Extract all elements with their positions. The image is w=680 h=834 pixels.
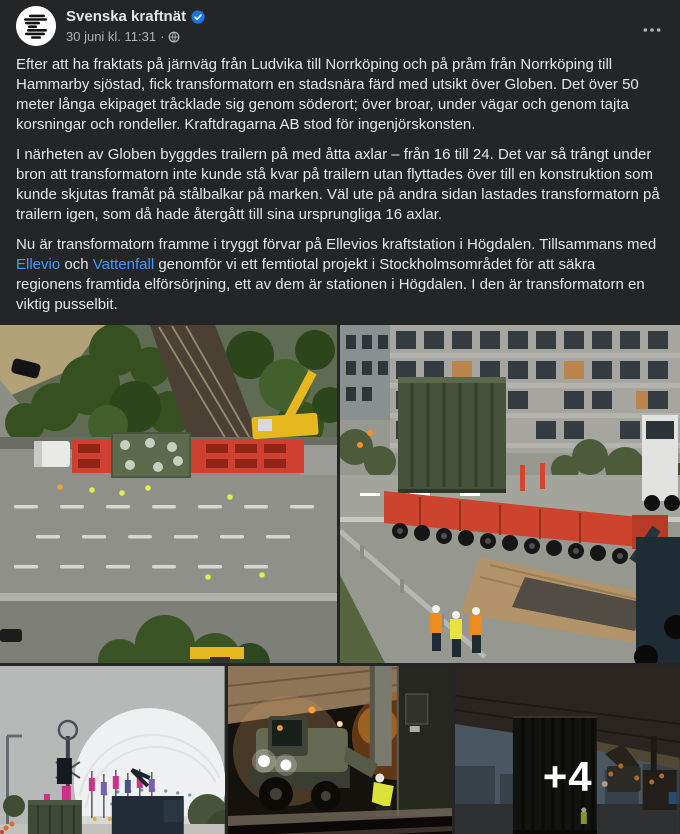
post-photo-2-trailer-street[interactable] xyxy=(340,325,680,663)
paragraph-3-text: Nu är transformatorn framme i tryggt förvar på Ellevios kraftstation i Högdalen. Tillsammans med xyxy=(16,236,657,253)
post-photo-4-night-work[interactable] xyxy=(228,666,453,834)
post-text xyxy=(0,46,680,315)
author-name: Svenska kraftnät xyxy=(66,8,187,25)
photo-grid xyxy=(0,325,680,834)
photo-grid-bottom-row xyxy=(0,666,680,834)
more-options-icon xyxy=(642,26,662,34)
photo-4-illustration xyxy=(228,666,453,834)
paragraph-3 xyxy=(16,235,664,315)
paragraph-1: Efter att ha fraktats på järnväg från Ludvika till Norrköping och på pråm från Norrköping till Hammarby sjöstad, fick transformatorn en stadsnära färd med utsikt över Globen. Det över 50 meter långa ekipaget tråcklade sig genom söderort; över broar, under vägar och genom tajta korsningar och rondeller. Kraftdragarna AB stod för ingenjörskonsten. xyxy=(16,56,639,133)
paragraph-3-text: och xyxy=(60,256,93,273)
avatar[interactable] xyxy=(16,6,56,46)
post-photo-1-aerial-bridge[interactable] xyxy=(0,325,337,663)
meta-separator: · xyxy=(160,29,165,44)
link-ellevio[interactable]: Ellevio xyxy=(16,256,61,273)
more-photos-count[interactable]: +4 xyxy=(542,753,593,800)
link-vattenfall[interactable]: Vattenfall xyxy=(92,256,155,273)
timestamp: 30 juni kl. 11:31 xyxy=(66,29,157,44)
more-options-button[interactable] xyxy=(636,14,668,46)
photo-3-illustration xyxy=(0,666,225,834)
header-text xyxy=(66,6,205,44)
more-photos-overlay xyxy=(455,666,680,834)
svenska-kraftnat-logo-icon xyxy=(16,6,56,46)
post-header xyxy=(0,0,680,46)
photo-2-illustration xyxy=(340,325,680,663)
paragraph-2: I närheten av Globen byggdes trailern på med åtta axlar – från 16 till 24. Det var så trångt under bron att transformatorn inte kunde stå kvar på trailern utan flyttades över till en konstruktion som kunde skjutas framåt på stålbalkar på marken. Väl ute på andra sidan lastades transformatorn på trailern igen, som då hade återgått till sina ursprungliga 16 axlar. xyxy=(16,146,660,223)
post-photo-5-more-photos[interactable] xyxy=(455,666,680,834)
paragraph-3-text: genomför vi ett femtiotal projekt i Stockholmsområdet för att säkra regionens framtida elförsörjning, ett av dem är stationen i Högdalen. I den är transformatorn en viktig pusselbit. xyxy=(16,256,645,313)
photo-1-illustration xyxy=(0,325,337,663)
timestamp-line[interactable] xyxy=(66,29,205,44)
author-line[interactable] xyxy=(66,7,205,26)
public-globe-icon xyxy=(168,31,180,43)
verified-badge-icon xyxy=(191,10,205,24)
post-photo-3-globen[interactable] xyxy=(0,666,225,834)
photo-grid-top-row xyxy=(0,325,680,663)
